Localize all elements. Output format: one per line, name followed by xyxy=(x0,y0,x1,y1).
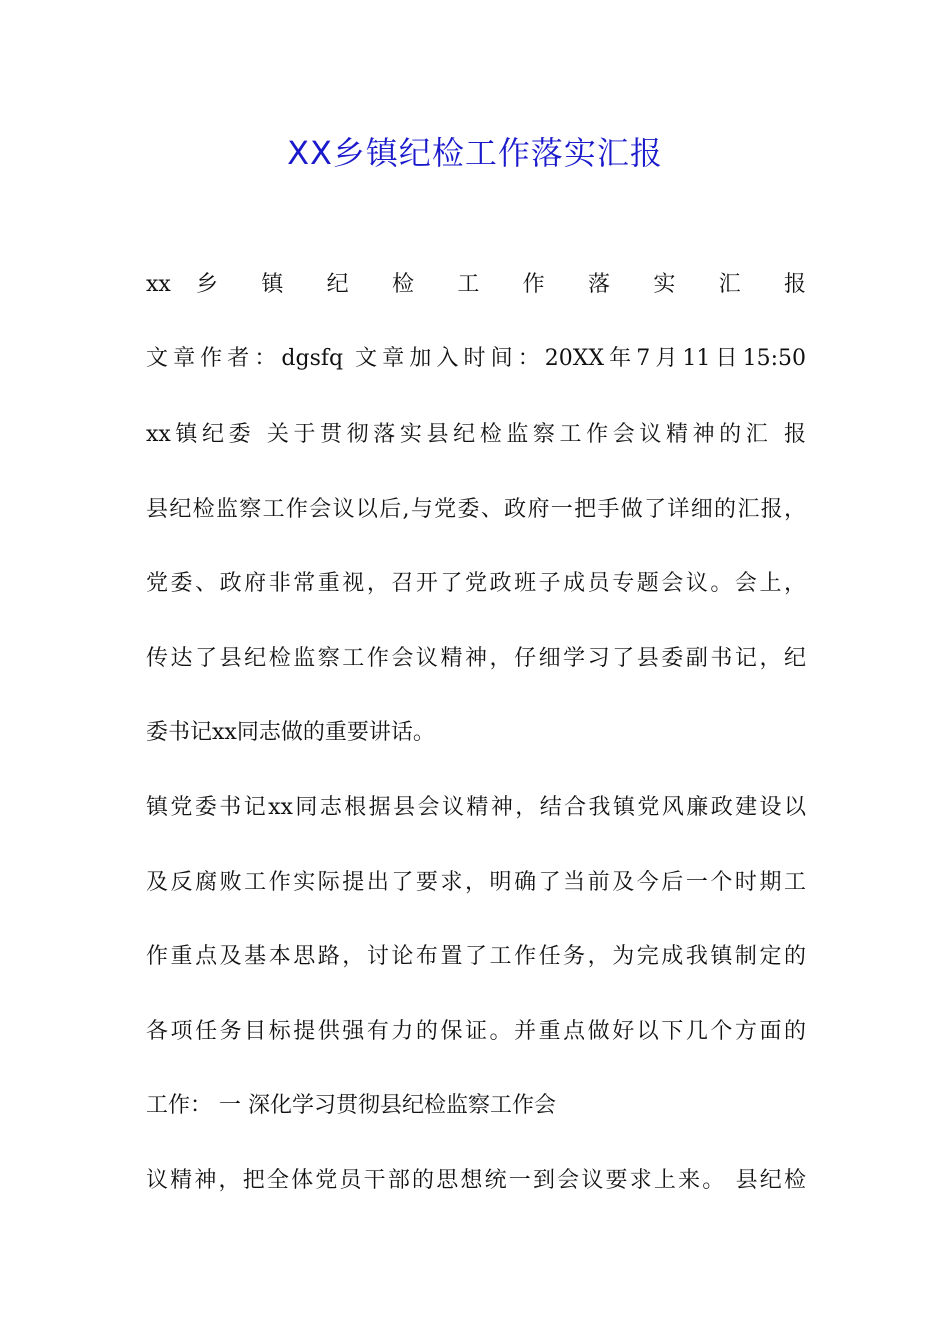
body-line: 作重点及基本思路，讨论布置了工作任务，为完成我镇制定的 xyxy=(146,944,806,969)
document-title: XX乡镇纪检工作落实汇报 xyxy=(287,134,663,172)
body-line: 县纪检监察工作会议以后,与党委、政府一把手做了详细的汇报， xyxy=(146,497,806,522)
body-line: 工作： 一 深化学习贯彻县纪检监察工作会 xyxy=(146,1093,556,1118)
body-line: xx镇纪委 关于贯彻落实县纪检监察工作会议精神的汇 报 xyxy=(146,422,806,447)
body-line: 委书记xx同志做的重要讲话。 xyxy=(146,720,435,745)
body-line: 各项任务目标提供强有力的保证。并重点做好以下几个方面的 xyxy=(146,1019,806,1044)
body-line: 文章作者：dgsfq 文章加入时间：20XX年7月11日15:50 xyxy=(146,346,806,371)
body-line: 议精神，把全体党员干部的思想统一到会议要求上来。 县纪检 xyxy=(146,1168,806,1193)
body-line: xx 乡 镇 纪 检 工 作 落 实 汇 报 xyxy=(146,272,806,297)
body-line: 及反腐败工作实际提出了要求，明确了当前及今后一个时期工 xyxy=(146,870,806,895)
body-line: 党委、政府非常重视，召开了党政班子成员专题会议。会上， xyxy=(146,571,806,596)
body-line: 镇党委书记xx同志根据县会议精神，结合我镇党风廉政建设以 xyxy=(146,795,806,820)
body-line: 传达了县纪检监察工作会议精神，仔细学习了县委副书记，纪 xyxy=(146,646,806,671)
